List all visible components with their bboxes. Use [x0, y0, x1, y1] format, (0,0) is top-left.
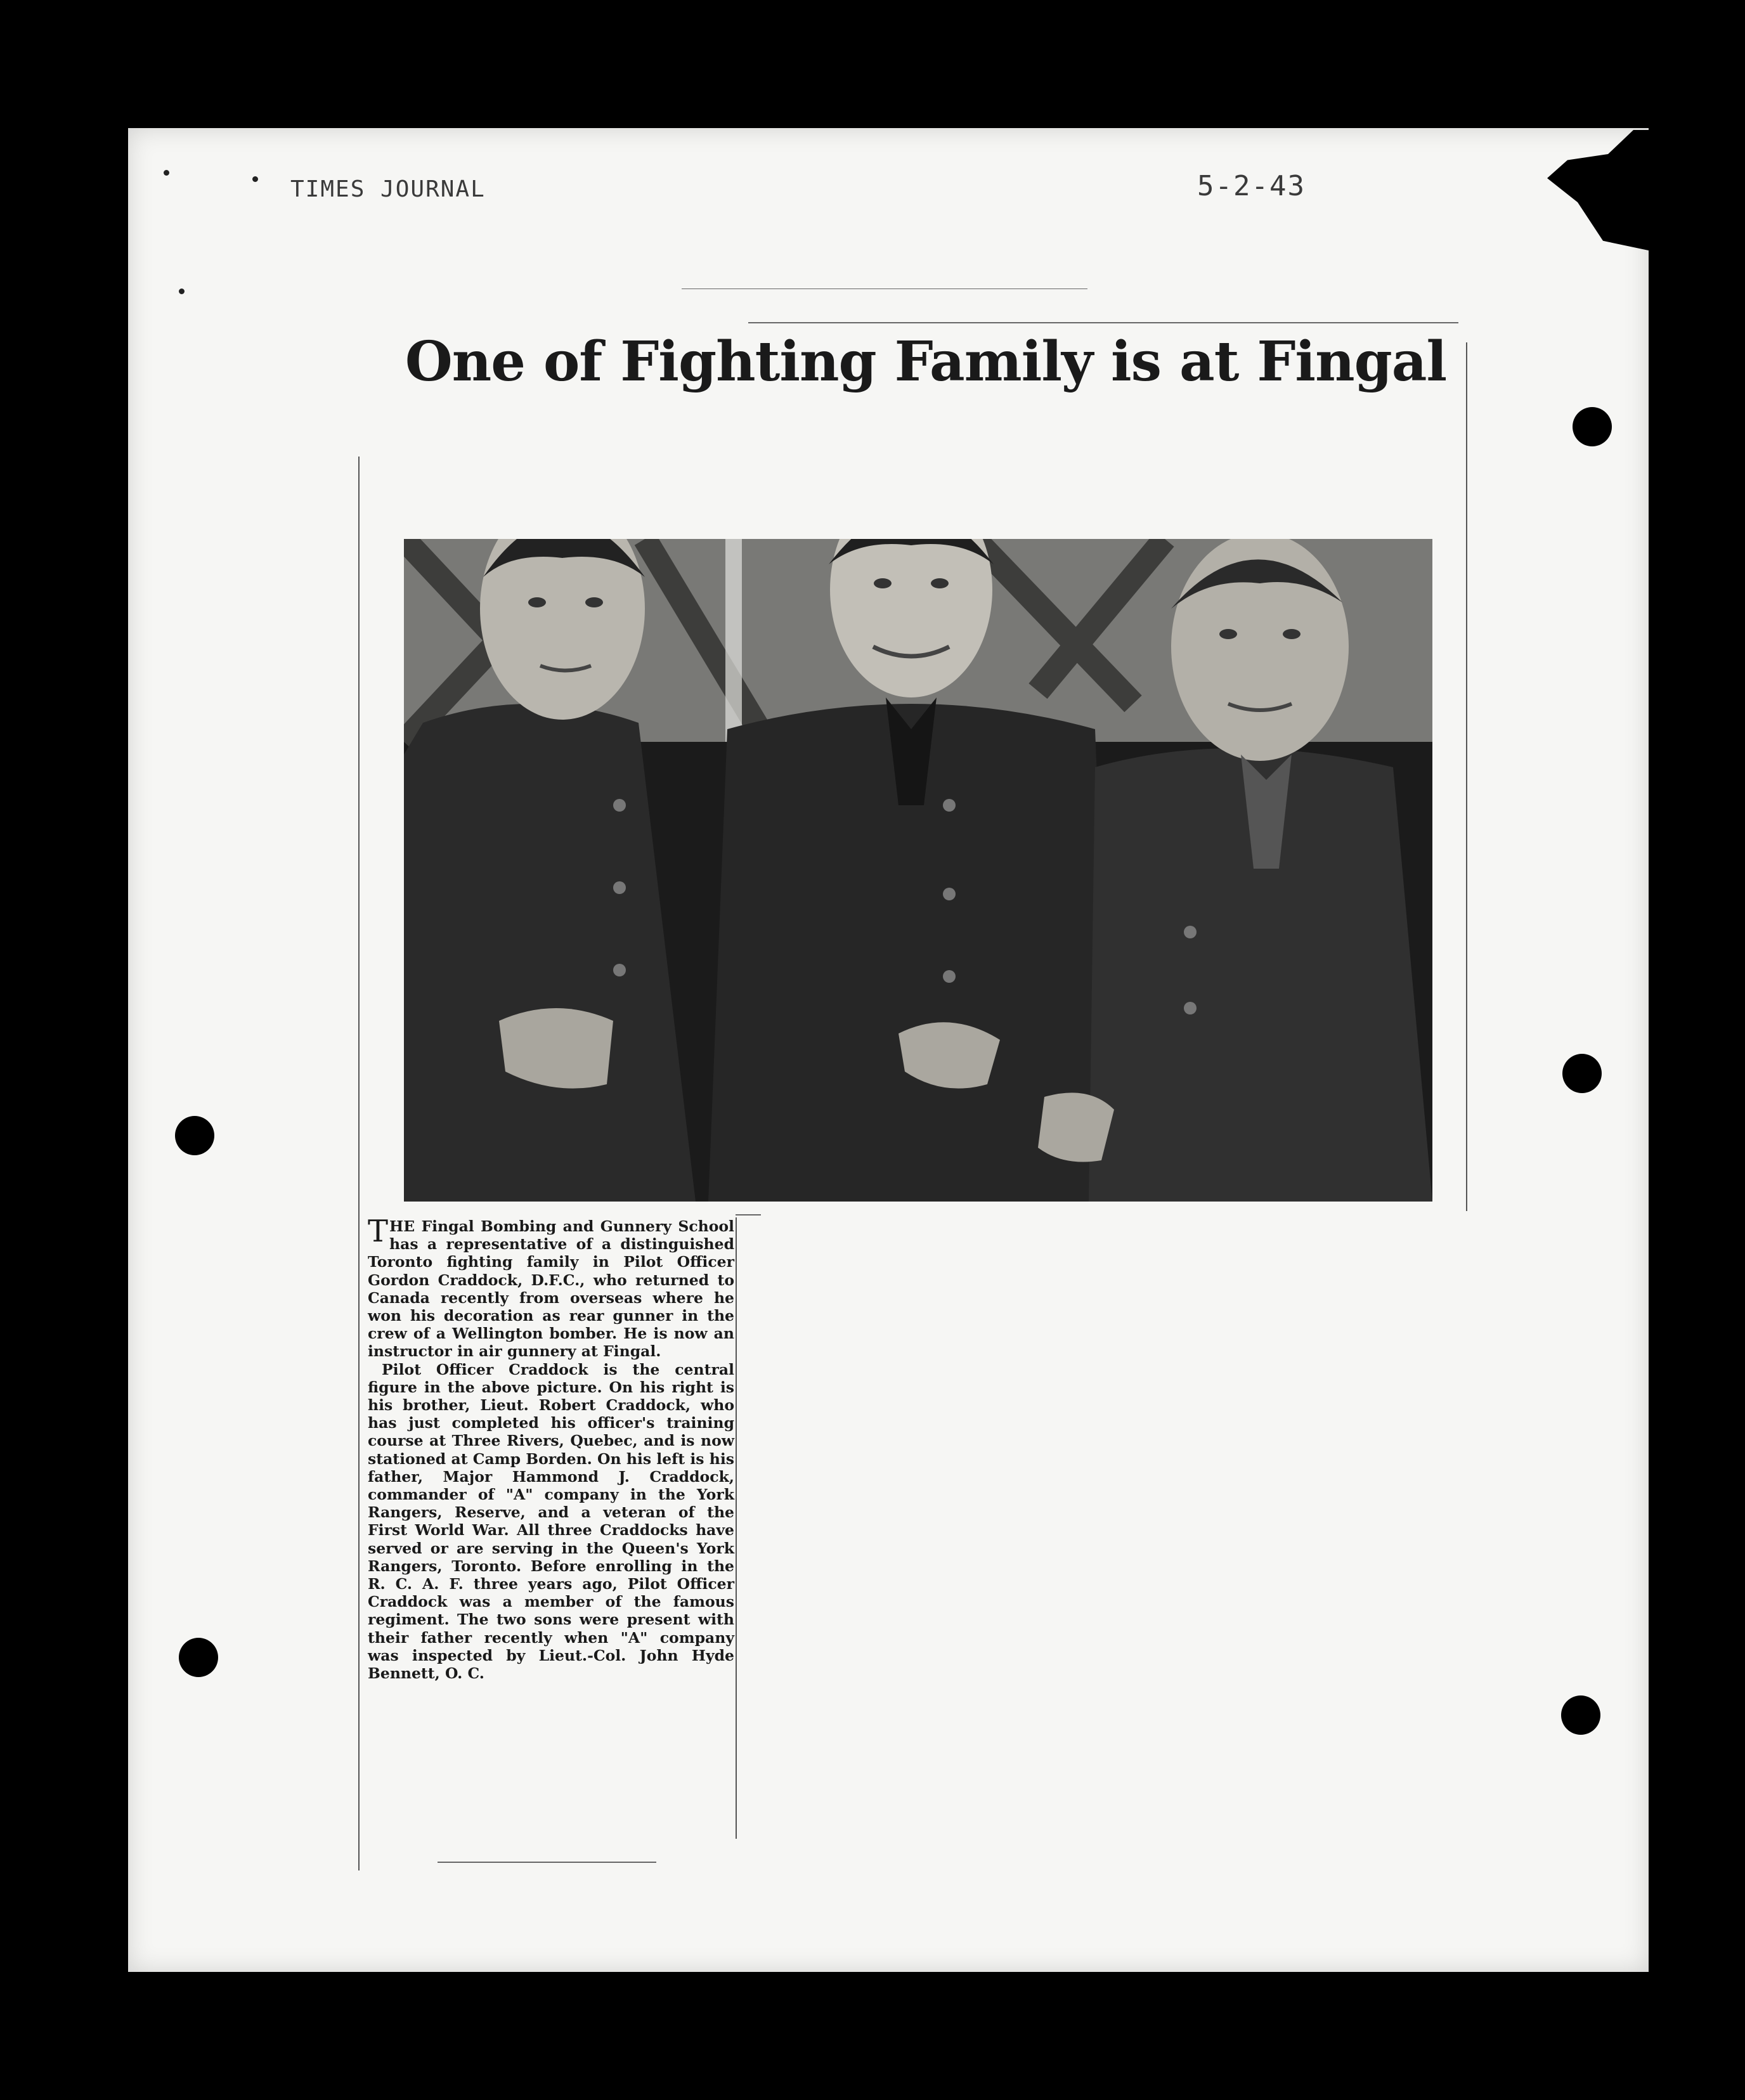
- bottom-rule: [438, 1862, 656, 1863]
- source-stamp: TIMES JOURNAL: [290, 176, 486, 202]
- right-column-rule: [1466, 342, 1467, 1211]
- article-body: [368, 1214, 734, 1683]
- photo-bottom-rule: [736, 1214, 761, 1215]
- punch-hole-left-top: [175, 1116, 214, 1155]
- speck: [179, 288, 185, 294]
- left-column-rule: [358, 457, 360, 1870]
- headline: One of Fighting Family is at Fingal: [405, 330, 1447, 394]
- punch-hole-left-bottom: [179, 1638, 218, 1677]
- date-stamp: 5-2-43: [1197, 170, 1306, 202]
- punch-hole-right-bottom: [1561, 1695, 1600, 1735]
- news-photo: [404, 539, 1432, 1202]
- speck: [164, 170, 169, 176]
- punch-hole-right-top: [1573, 407, 1612, 446]
- dropcap: T: [368, 1214, 389, 1249]
- article-paragraph-2: Pilot Officer Craddock is the central figure in the above picture. On his right is his brother, Lieut. Robert Craddock, who has just completed his officer's training course at Three Rivers, Quebec, and is now stationed at Camp Borden. On his left is his father, Major Hammond J. Craddock, commander of "A" company in the York Rangers, Reserve, and a veteran of the First World War. All three Craddocks have served or are serving in the Queen's York Rangers, Toronto. Before enrolling in the R. C. A. F. three years ago, Pilot Officer Craddock was a member of the famous regiment. The two sons were present with their father recently when "A" company was inspected by Lieut.-Col. John Hyde Bennett, O. C.: [368, 1360, 734, 1683]
- speck: [252, 176, 258, 182]
- article-side-rule: [736, 1217, 737, 1839]
- top-rule: [682, 288, 1087, 289]
- article-text-1: HE Fingal Bombing and Gunnery School has a representative of a distinguished Toronto fighting family in Pilot Officer Gordon Craddock, D.F.C., who returned to Canada recently from overseas where he won his decoration as rear gunner in the crew of a Wellington bomber. He is now an instructor in air gunnery at Fingal.: [368, 1217, 734, 1361]
- headline-rule: [748, 322, 1458, 323]
- article-paragraph-1: [368, 1214, 734, 1361]
- punch-hole-right-middle: [1562, 1054, 1602, 1093]
